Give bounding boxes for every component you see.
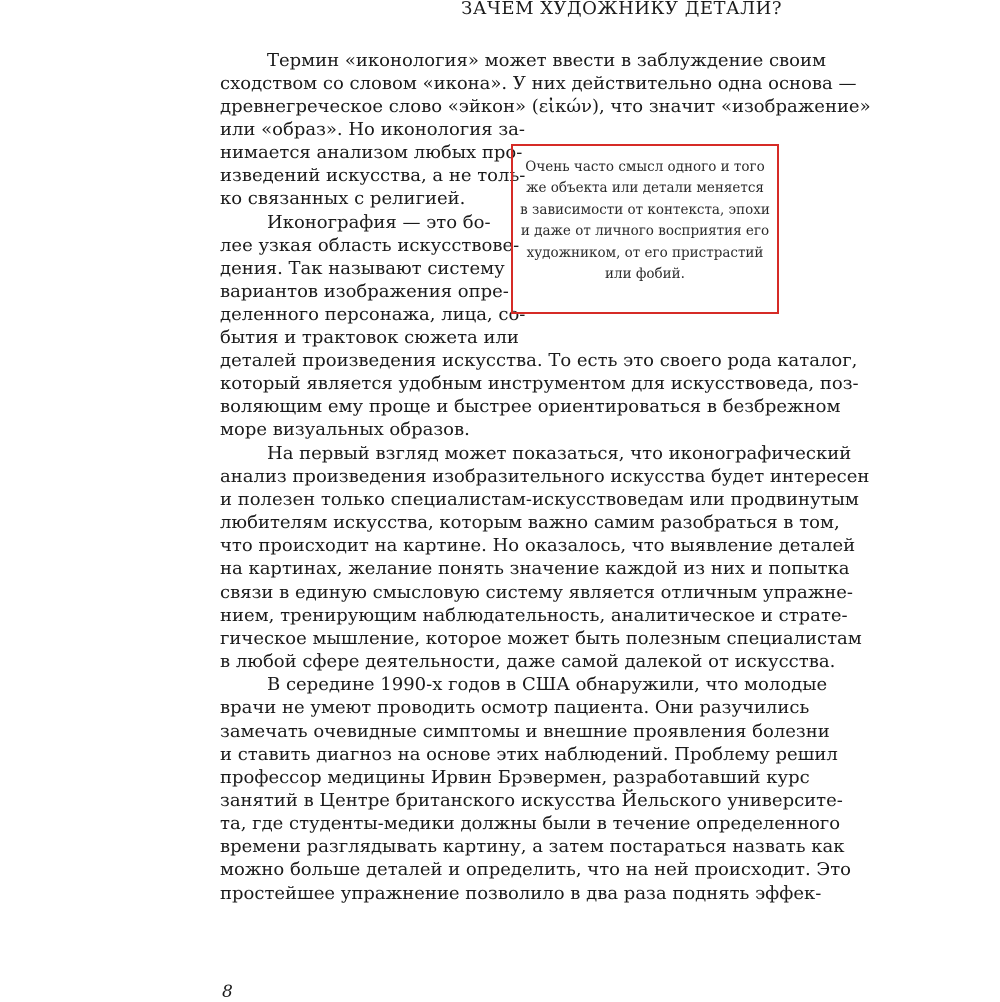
text-line: профессор медицины Ирвин Брэвермен, разработавший курс <box>220 766 810 788</box>
text-line: анализ произведения изобразительного искусства будет интересен <box>220 465 870 487</box>
text-line: или «образ». Но иконология за- <box>220 119 525 140</box>
text-line: Термин «иконология» может ввести в заблуждение своим <box>267 50 827 71</box>
text-line: деталей произведения искусства. То есть это своего рода каталог, <box>220 350 858 371</box>
text-line: можно больше деталей и определить, что на ней происходит. Это <box>220 859 852 881</box>
text-line: замечать очевидные симптомы и внешние проявления болезни <box>220 720 830 742</box>
text-line: дения. Так называют систему <box>220 257 505 279</box>
text-line: воляющим ему проще и быстрее ориентироваться в безбрежном <box>220 396 841 418</box>
text-line: На первый взгляд может показаться, что иконографический <box>267 442 852 464</box>
text-line: лее узкая область искусствове- <box>220 234 520 256</box>
callout-line: или фобий. <box>605 266 685 282</box>
callout-box <box>511 144 779 314</box>
text-line: нимается анализом любых про- <box>220 142 523 164</box>
text-line: который является удобным инструментом для искусствоведа, поз- <box>220 373 859 395</box>
body-text-top <box>220 49 871 118</box>
text-line: на картинах, желание понять значение каждой из них и попытка <box>220 558 850 580</box>
callout-line: Очень часто смысл одного и того <box>525 158 765 175</box>
callout-line: и даже от личного восприятия его <box>520 223 770 239</box>
callout-line: в зависимости от контекста, эпохи <box>520 201 770 218</box>
text-line: ко связанных с религией. <box>220 188 466 210</box>
text-line: та, где студенты-медики должны были в течение определенного <box>220 813 841 835</box>
text-line: времени разглядывать картину, а затем постараться назвать как <box>220 836 845 858</box>
text-line: врачи не умеют проводить осмотр пациента. Они разучились <box>220 697 810 719</box>
text-line: нием, тренирующим наблюдательность, аналитическое и страте- <box>220 604 848 626</box>
text-line: сходством со словом «икона». У них действительно одна основа — <box>220 73 857 95</box>
callout-text <box>520 157 770 286</box>
text-line: В середине 1990-х годов в США обнаружили, что молодые <box>267 674 828 696</box>
text-line: гическое мышление, которое может быть полезным специалистам <box>220 627 862 649</box>
text-line: простейшее упражнение позволило в два раза поднять эффек- <box>220 882 822 904</box>
text-line: в любой сфере деятельности, даже самой далекой от искусства. <box>220 651 836 673</box>
body-text-bottom <box>220 349 870 905</box>
text-line: что происходит на картине. Но оказалось, что выявление деталей <box>220 535 856 557</box>
text-line: древнегреческое слово «эйкон» (εἰκών), что значит «изображение» <box>220 96 871 118</box>
callout-line: художником, от его пристрастий <box>526 244 764 261</box>
text-line: вариантов изображения опре- <box>220 281 509 303</box>
text-line: и ставить диагноз на основе этих наблюдений. Проблему решил <box>220 743 838 765</box>
text-line: занятий в Центре британского искусства Йельского университе- <box>220 789 843 811</box>
page-number: 8 <box>222 982 233 1002</box>
text-line: деленного персонажа, лица, со- <box>220 304 526 326</box>
text-line: изведений искусства, а не толь- <box>220 165 526 187</box>
text-line: море визуальных образов. <box>220 419 470 441</box>
body-text-narrow <box>220 118 526 350</box>
text-line: любителям искусства, которым важно самим разобраться в том, <box>220 512 840 534</box>
text-line: бытия и трактовок сюжета или <box>220 327 519 349</box>
text-line: Иконография — это бо- <box>267 211 491 233</box>
text-line: связи в единую смысловую систему является отличным упражне- <box>220 581 853 603</box>
running-head: ЗАЧЕМ ХУДОЖНИКУ ДЕТАЛИ? <box>461 0 782 19</box>
callout-line: же объекта или детали меняется <box>526 180 764 196</box>
text-line: и полезен только специалистам-искусствоведам или продвинутым <box>220 488 859 510</box>
